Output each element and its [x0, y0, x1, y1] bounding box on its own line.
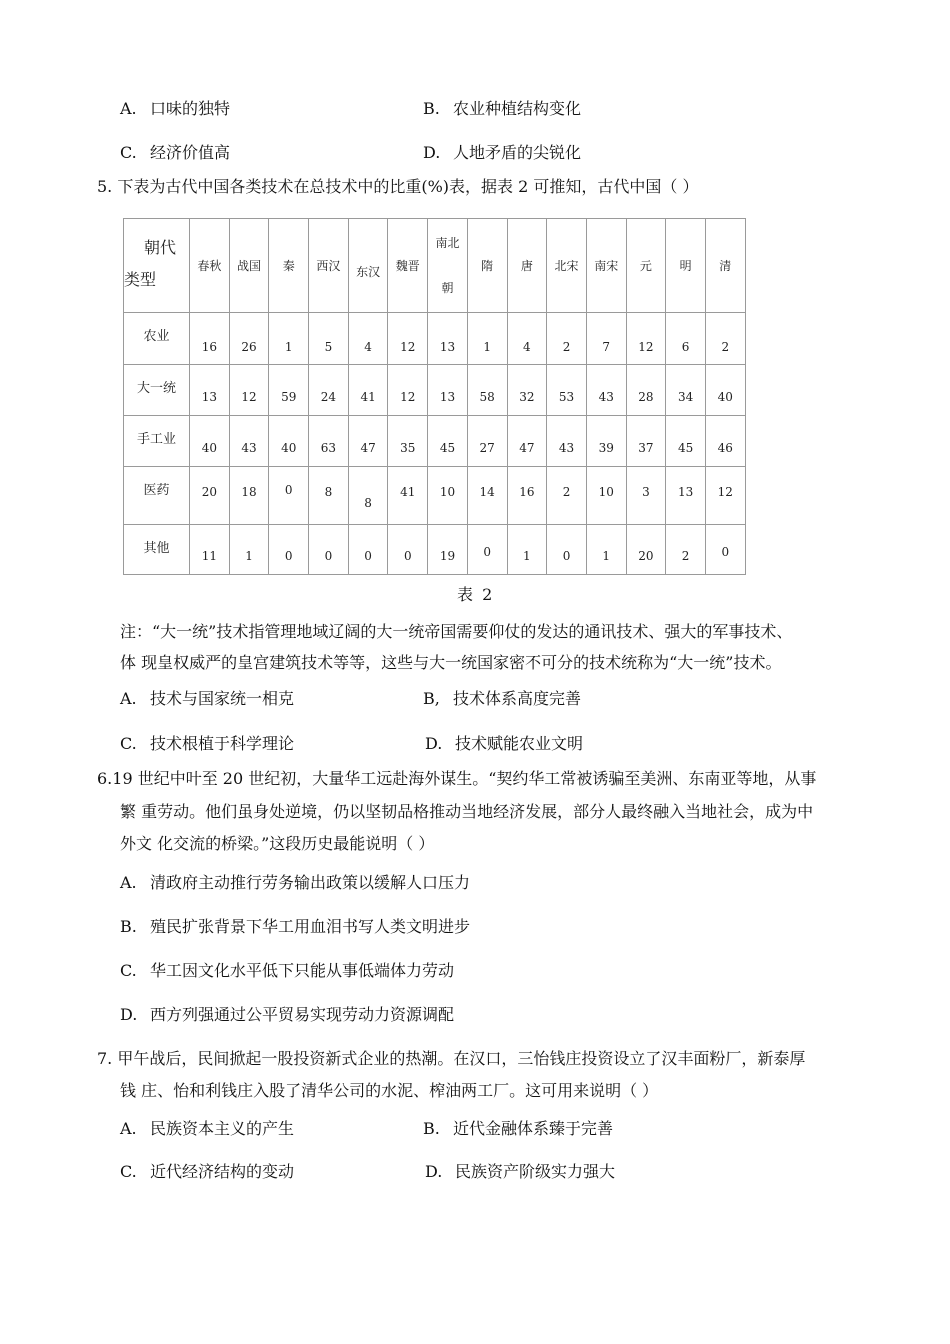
q6-stem-line-2: 繁 重劳动。他们虽身处逆境，仍以坚韧品格推动当地经济发展，部分人最终融入当地社会，成为中: [120, 802, 814, 821]
table-cell: 12: [229, 365, 269, 416]
table-cell: 12: [626, 313, 666, 365]
q7-option-c: [120, 1161, 294, 1183]
q5-note-line-2: 体 现皇权威严的皇宫建筑技术等等，这些与大一统国家密不可分的技术统称为“大一统”技术。: [120, 653, 782, 672]
q6-option-c: [120, 960, 454, 982]
table-cell: 43: [547, 416, 587, 467]
option-letter: B.: [120, 917, 137, 936]
dynasty-header: 隋: [467, 219, 507, 313]
table-cell: 13: [666, 467, 706, 525]
dynasty-header: 魏晋: [388, 219, 428, 313]
option-letter: C.: [120, 734, 137, 753]
q5-option-c: [120, 733, 294, 755]
q6-option-b: [120, 916, 470, 938]
dynasty-header: 北宋: [547, 219, 587, 313]
row-header: 手工业: [124, 416, 190, 467]
table-row: [124, 467, 746, 525]
option-letter: C.: [120, 1162, 137, 1181]
q4-option-b: [423, 98, 581, 120]
dynasty-header: 元: [626, 219, 666, 313]
dynasty-header: 东汉: [348, 219, 388, 313]
option-text: 近代金融体系臻于完善: [453, 1119, 614, 1138]
table-cell: 20: [190, 467, 230, 525]
option-text: 近代经济结构的变动: [150, 1162, 295, 1181]
table-cell: 1: [229, 525, 269, 575]
table-cell: 12: [705, 467, 745, 525]
table-cell: 14: [467, 467, 507, 525]
option-letter: D.: [423, 143, 441, 162]
table-cell: 11: [190, 525, 230, 575]
q5-note-line-1: 注：“大一统”技术指管理地域辽阔的大一统帝国需要仰仗的发达的通讯技术、强大的军事技术、: [120, 622, 793, 641]
table-cell: 27: [467, 416, 507, 467]
option-letter: C.: [120, 143, 137, 162]
table-cell: 59: [269, 365, 309, 416]
option-letter: D.: [120, 1005, 138, 1024]
option-letter: A.: [120, 1119, 137, 1138]
table-cell: 12: [388, 365, 428, 416]
table-cell: 18: [229, 467, 269, 525]
table-cell: 13: [190, 365, 230, 416]
technology-proportion-table: [123, 218, 746, 575]
table-cell: 1: [269, 313, 309, 365]
table-cell: 40: [190, 416, 230, 467]
table-cell: 1: [586, 525, 626, 575]
option-letter: B,: [423, 689, 440, 708]
table-cell: 4: [348, 313, 388, 365]
q7-option-b: [423, 1118, 613, 1140]
table-cell: 46: [705, 416, 745, 467]
table-row: [124, 416, 746, 467]
dynasty-header: 春秋: [190, 219, 230, 313]
table-cell: 7: [586, 313, 626, 365]
q4-option-a: [120, 98, 230, 120]
option-letter: A.: [120, 689, 137, 708]
option-text: 农业种植结构变化: [453, 99, 582, 118]
dynasty-header: 唐: [507, 219, 547, 313]
table-cell: 58: [467, 365, 507, 416]
table-cell: 19: [428, 525, 468, 575]
row-header: 大一统: [124, 365, 190, 416]
table-cell: 20: [626, 525, 666, 575]
q4-option-d: [423, 142, 581, 164]
dynasty-header: 西汉: [309, 219, 349, 313]
table-cell: 53: [547, 365, 587, 416]
option-text: 殖民扩张背景下华工用血泪书写人类文明进步: [150, 917, 471, 936]
table-cell: 0: [269, 525, 309, 575]
table-cell: 0: [348, 525, 388, 575]
table-cell: 0: [467, 525, 507, 575]
table-cell: 0: [309, 525, 349, 575]
option-text: 技术体系高度完善: [453, 689, 582, 708]
q6-stem-line-1: 6.19 世纪中叶至 20 世纪初，大量华工远赴海外谋生。“契约华工常被诱骗至美洲、东南亚等地，从事: [97, 769, 817, 788]
table-cell: 1: [467, 313, 507, 365]
table-cell: 2: [705, 313, 745, 365]
table-cell: 34: [666, 365, 706, 416]
table-cell: 28: [626, 365, 666, 416]
option-letter: C.: [120, 961, 137, 980]
table-cell: 40: [705, 365, 745, 416]
table-cell: 13: [428, 313, 468, 365]
table-cell: 41: [388, 467, 428, 525]
q7-option-a: [120, 1118, 294, 1140]
table-cell: 13: [428, 365, 468, 416]
table-corner-cell: [124, 219, 190, 313]
option-text: 技术根植于科学理论: [150, 734, 295, 753]
q7-stem-line-1: 7. 甲午战后，民间掀起一股投资新式企业的热潮。在汉口，三怡钱庄投资设立了汉丰面粉厂，新泰厚: [97, 1049, 806, 1068]
table-cell: 8: [309, 467, 349, 525]
q6-option-d: [120, 1004, 454, 1026]
option-letter: D.: [425, 1162, 443, 1181]
table-row: [124, 525, 746, 575]
q5-stem: 5. 下表为古代中国各类技术在总技术中的比重(%)表，据表 2 可推知，古代中国（ ）: [97, 177, 699, 196]
table-cell: 26: [229, 313, 269, 365]
q5-option-d: [425, 733, 583, 755]
option-text: 华工因文化水平低下只能从事低端体力劳动: [150, 961, 455, 980]
table-cell: 43: [229, 416, 269, 467]
table-cell: 0: [269, 467, 309, 525]
table-cell: 2: [666, 525, 706, 575]
table-cell: 1: [507, 525, 547, 575]
dynasty-header: 秦: [269, 219, 309, 313]
corner-bottom-label: 类型: [124, 270, 157, 289]
table-cell: 6: [666, 313, 706, 365]
table-cell: 2: [547, 313, 587, 365]
option-text: 清政府主动推行劳务输出政策以缓解人口压力: [150, 873, 471, 892]
table-cell: 32: [507, 365, 547, 416]
table-cell: 4: [507, 313, 547, 365]
q7-stem-line-2: 钱 庄、怡和利钱庄入股了清华公司的水泥、榨油两工厂。这可用来说明（ ）: [120, 1081, 659, 1100]
option-letter: A.: [120, 99, 137, 118]
row-header: 医药: [124, 467, 190, 525]
table-cell: 63: [309, 416, 349, 467]
table-cell: 5: [309, 313, 349, 365]
row-header: 农业: [124, 313, 190, 365]
q5-option-b: [423, 688, 581, 710]
table-caption: 表 2: [457, 585, 495, 604]
corner-top-label: 朝代: [144, 238, 177, 257]
table-cell: 47: [348, 416, 388, 467]
option-text: 口味的独特: [150, 99, 231, 118]
table-cell: 0: [547, 525, 587, 575]
table-cell: 35: [388, 416, 428, 467]
option-text: 人地矛盾的尖锐化: [453, 143, 582, 162]
q6-stem-line-3: 外文 化交流的桥梁。”这段历史最能说明（ ）: [120, 834, 435, 853]
q4-option-c: [120, 142, 230, 164]
dynasty-header: 战国: [229, 219, 269, 313]
option-text: 技术赋能农业文明: [455, 734, 584, 753]
table-cell: 10: [428, 467, 468, 525]
table-cell: 12: [388, 313, 428, 365]
table-cell: 8: [348, 467, 388, 525]
dynasty-header: 南北 朝: [428, 219, 468, 313]
option-letter: B.: [423, 99, 440, 118]
q6-option-a: [120, 872, 470, 894]
option-text: 民族资产阶级实力强大: [455, 1162, 616, 1181]
option-text: 经济价值高: [150, 143, 231, 162]
table-cell: 45: [666, 416, 706, 467]
table-cell: 41: [348, 365, 388, 416]
option-text: 技术与国家统一相克: [150, 689, 295, 708]
table-header-row: [124, 219, 746, 313]
table-cell: 43: [586, 365, 626, 416]
row-header: 其他: [124, 525, 190, 575]
option-letter: B.: [423, 1119, 440, 1138]
table-cell: 47: [507, 416, 547, 467]
table-cell: 3: [626, 467, 666, 525]
table-row: [124, 365, 746, 416]
table-cell: 45: [428, 416, 468, 467]
table-cell: 24: [309, 365, 349, 416]
table-cell: 37: [626, 416, 666, 467]
table-cell: 2: [547, 467, 587, 525]
dynasty-header: 南宋: [586, 219, 626, 313]
table-cell: 0: [705, 525, 745, 575]
option-text: 民族资本主义的产生: [150, 1119, 295, 1138]
option-letter: A.: [120, 873, 137, 892]
dynasty-header: 明: [666, 219, 706, 313]
dynasty-header: 清: [705, 219, 745, 313]
q7-option-d: [425, 1161, 615, 1183]
table-cell: 10: [586, 467, 626, 525]
option-text: 西方列强通过公平贸易实现劳动力资源调配: [150, 1005, 455, 1024]
table-cell: 40: [269, 416, 309, 467]
option-letter: D.: [425, 734, 443, 753]
table-row: [124, 313, 746, 365]
table-cell: 0: [388, 525, 428, 575]
q5-option-a: [120, 688, 294, 710]
table-cell: 39: [586, 416, 626, 467]
table-cell: 16: [507, 467, 547, 525]
table-cell: 16: [190, 313, 230, 365]
